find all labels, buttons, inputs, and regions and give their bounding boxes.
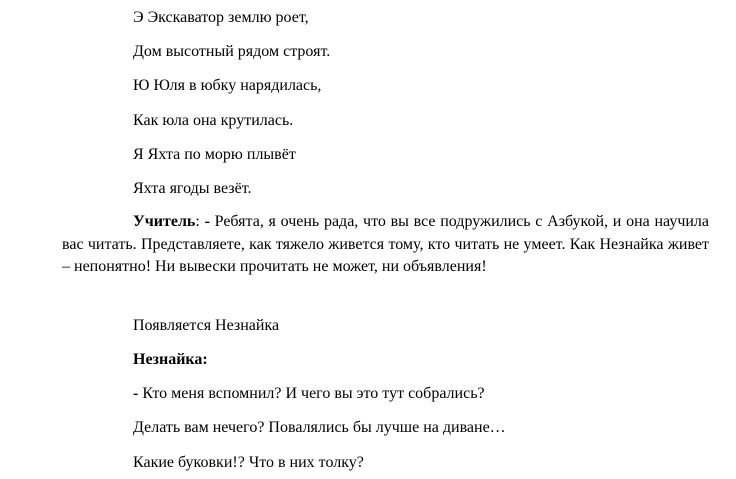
- poem-line: Яхта ягоды везёт.: [133, 180, 252, 197]
- dialogue-line: [133, 384, 485, 404]
- dialogue-line: Делать вам нечего? Повалялись бы лучше на диване…: [133, 419, 506, 436]
- speaker-colon: :: [195, 213, 200, 230]
- dialogue-line: Какие буковки!? Что в них толку?: [133, 454, 364, 471]
- speaker-name: Незнайка:: [133, 351, 208, 368]
- speaker-name: Учитель: [133, 213, 196, 230]
- poem-line: Как юла она крутилась.: [133, 112, 294, 129]
- stage-direction: Появляется Незнайка: [133, 317, 280, 334]
- teacher-speech: Ребята, я очень рада, что вы все подружились с Азбукой, и она научила вас читать. Представляете, как тяжело живется тому, кто читать не умеет. Как Незнайка живет – непонятно! Ни вывески прочитать не может, ни объявления!: [62, 213, 710, 275]
- poem-line: Э Экскаватор землю роет,: [133, 9, 309, 26]
- dialogue-dash: -: [133, 385, 139, 402]
- poem-line: Дом высотный рядом строят.: [133, 43, 331, 60]
- poem-line: Я Яхта по морю плывёт: [133, 146, 296, 163]
- dialogue-dash: -: [204, 213, 210, 230]
- speaker-heading: [133, 350, 208, 370]
- teacher-paragraph: [62, 211, 709, 279]
- poem-line: Ю Юля в юбку нарядилась,: [133, 77, 322, 94]
- dialogue-text: Кто меня вспомнил? И чего вы это тут собрались?: [142, 385, 485, 402]
